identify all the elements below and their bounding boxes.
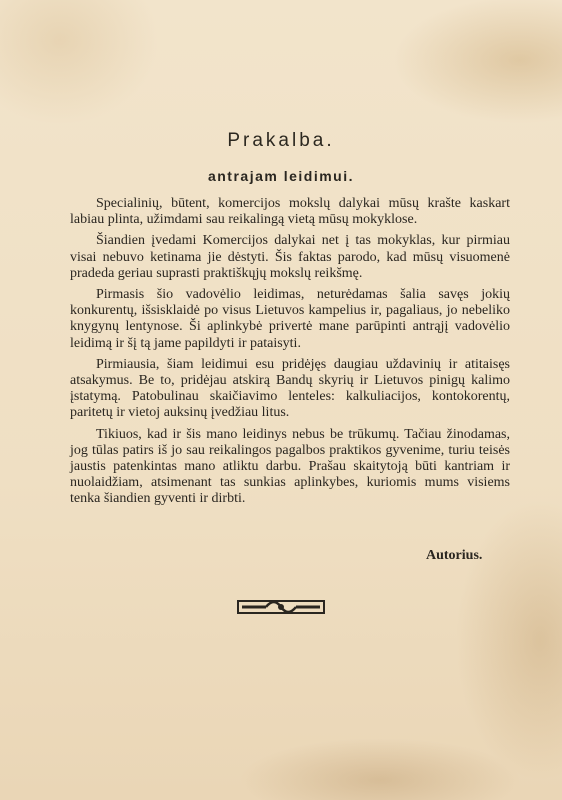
author-signature: Autorius. [426,548,483,563]
page-subtitle: antrajam leidimui. [207,168,355,184]
paragraph: Tikiuos, kad ir šis mano leidinys nebus be trūkumų. Tačiau žinodamas, jog tūlas patirs iš jo sau reikalingos pagalbos praktikos gyvenime, turiu teisės jaustis patenkintas mano atliktu darbu. Prašau skaitytoją būti kantriam ir nuolaidžiam, atsimenant tas sunkias aplinkybes, kuriomis mums visiems tenka šiandien gyventi ir dirbti. [70,426,510,507]
page-title: Prakalba. [227,130,335,151]
paragraph: Pirmasis šio vadovėlio leidimas, neturėdamas šalia savęs jokių konkurentų, išsisklaidė po visus Lietuvos kampelius ir, pagaliaus, jo nebeliko knygynų lentynose. Ši aplinkybė privertė mane parūpinti antrąjį vadovėlio leidimą ir šį tą jame papildyti ir pataisyti. [70,287,510,351]
preface-body [70,196,510,513]
paragraph: Šiandien įvedami Komercijos dalykai net į tas mokyklas, kur pirmiau visai nebuvo ketinama jie dėstyti. Šis faktas parodo, kad mūsų visuomenė pradeda geriau suprasti praktiškųjų mokslų reikšmę. [70,233,510,281]
ornament-icon [236,595,326,619]
paragraph: Pirmiausia, šiam leidimui esu pridėjęs daugiau uždavinių ir atitaisęs atsakymus. Be to, pridėjau atskirą Bandų skyrių ir Lietuvos pinigų kalimo įstatymą. Patobulinau skaičiavimo lenteles: kalkuliacijos, kontokorentų, paritetų ir vietoj auksinų įvedžiau litus. [70,356,510,421]
paragraph: Specialinių, būtent, komercijos mokslų dalykai mūsų krašte kaskart labiau plinta, užimdami sau reikalingą vietą mūsų mokyklose. [70,196,510,228]
